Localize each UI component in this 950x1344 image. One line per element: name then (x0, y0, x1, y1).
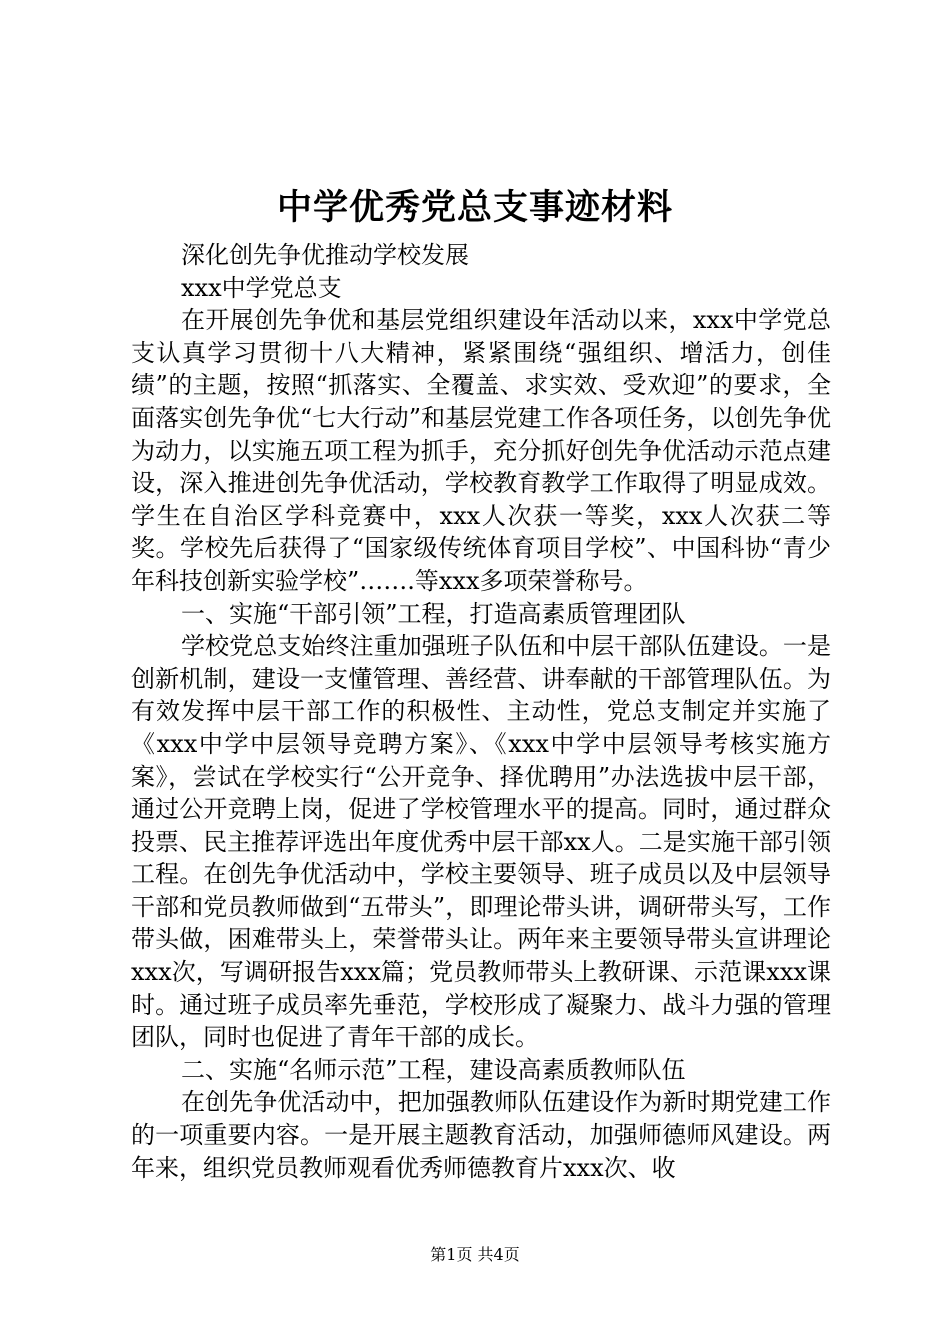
section-heading: 二、实施“名师示范”工程，建设高素质教师队伍 (181, 1055, 686, 1084)
section-heading: 一、实施“干部引领”工程，打造高素质管理团队 (181, 599, 686, 628)
paragraph: 在开展创先争优和基层党组织建设年活动以来，xxx中学党总支认真学习贯彻十八大精神，紧紧围绕“强组织、增活力，创佳绩”的主题，按照“抓落实、全覆盖、求实效、受欢迎”的要求，全面落实创先争优“七大行动”和基层党建工作各项任务，以创先争优为动力，以实施五项工程为抓手，充分抓好创先争优活动示范点建设，深入推进创先争优活动，学校教育教学工作取得了明显成效。学生在自治区学科竞赛中，xxx人次获一等奖，xxx人次获二等奖。学校先后获得了“国家级传统体育项目学校”、中国科协“青少年科技创新实验学校”…….等xxx多项荣誉称号。 (131, 306, 831, 595)
subtitle: 深化创先争优推动学校发展 (181, 241, 469, 269)
document-body (131, 239, 831, 1184)
paragraph: 学校党总支始终注重加强班子队伍和中层干部队伍建设。一是创新机制，建设一支懂管理、善经营、讲奉献的干部管理队伍。为有效发挥中层干部工作的积极性、主动性，党总支制定并实施了《xxx中学中层领导竞聘方案》、《xxx中学中层领导考核实施方案》，尝试在学校实行“公开竞争、择优聘用”办法选拔中层干部，通过公开竞聘上岗，促进了学校管理水平的提高。同时，通过群众投票、民主推荐评选出年度优秀中层干部xx人。二是实施干部引领工程。在创先争优活动中，学校主要领导、班子成员以及中层领导干部和党员教师做到“五带头”，即理论带头讲，调研带头写，工作带头做，困难带头上，荣誉带头让。两年来主要领导带头宣讲理论xxx次，写调研报告xxx篇；党员教师带头上教研课、示范课xxx课时。通过班子成员率先垂范，学校形成了凝聚力、战斗力强的管理团队，同时也促进了青年干部的成长。 (131, 632, 831, 1052)
page-number: 第1页 共4页 (430, 1245, 520, 1264)
paragraph: 在创先争优活动中，把加强教师队伍建设作为新时期党建工作的一项重要内容。一是开展主题教育活动，加强师德师风建设。两年来，组织党员教师观看优秀师德教育片xxx次、收 (131, 1088, 831, 1182)
document-title: 中学优秀党总支事迹材料 (276, 187, 673, 228)
author-line: xxx中学党总支 (181, 273, 342, 302)
